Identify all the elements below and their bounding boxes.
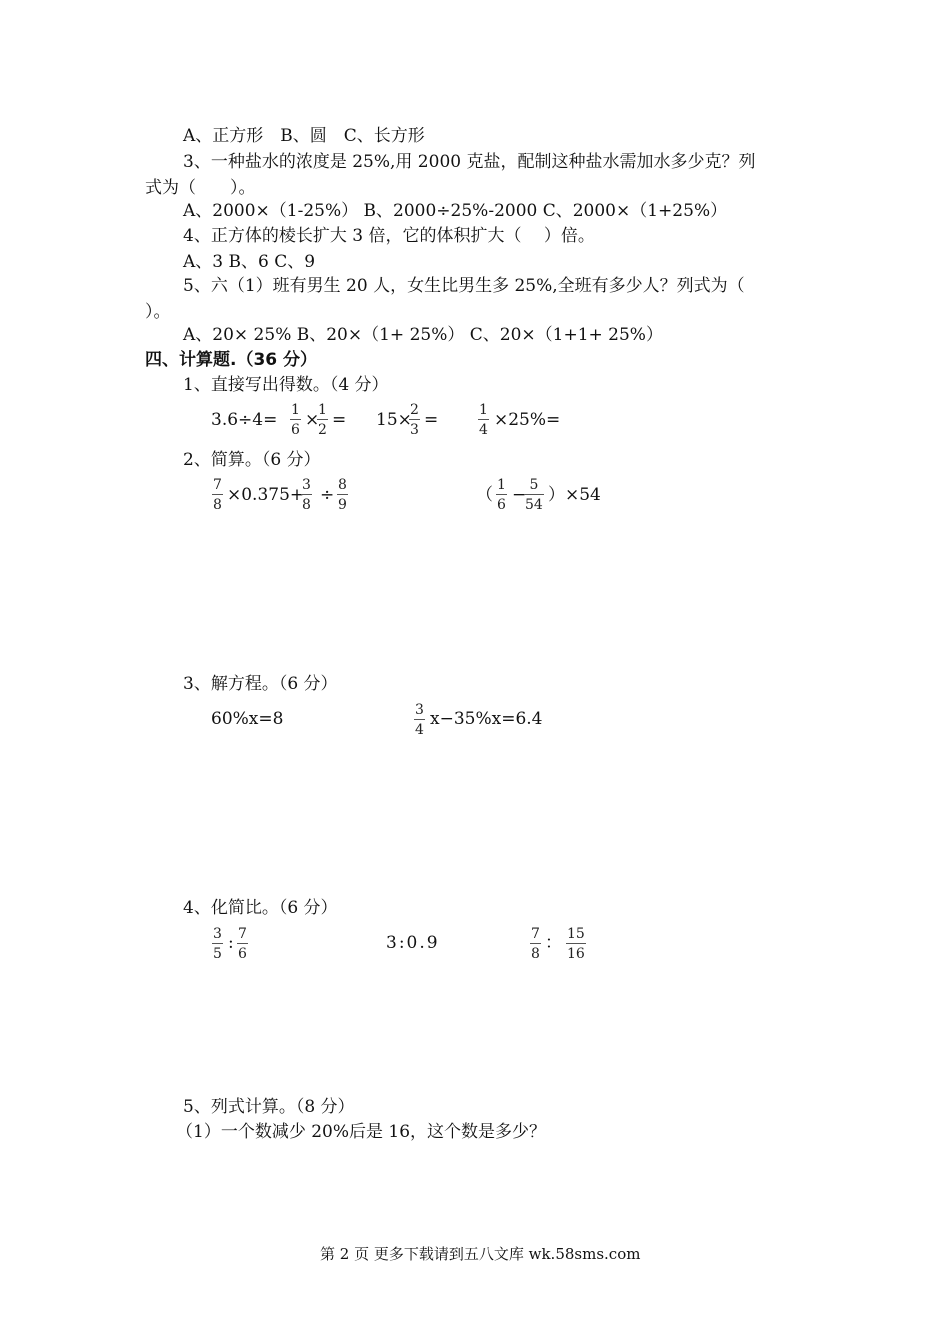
part3-title: 3、解方程。（6 分） (183, 674, 338, 694)
fraction: 15 16 (567, 926, 585, 962)
expr-3.6div4: 3.6÷4= (211, 410, 278, 430)
fraction: 1 6 (291, 402, 300, 438)
fraction: 3 5 (213, 926, 222, 962)
ratio-colon: : (228, 933, 234, 953)
fraction: 1 4 (479, 402, 488, 438)
fraction: 7 6 (238, 926, 247, 962)
equals-sign: = (424, 410, 439, 430)
section-heading: 四、计算题.（36 分） (145, 350, 318, 370)
q5-options: A、20× 25% B、20×（1+ 25%） C、20×（1+1+ 25%） (183, 325, 663, 345)
q2-options: A、正方形 B、圆 C、长方形 (183, 126, 425, 146)
fraction: 5 54 (525, 477, 543, 513)
fraction: 2 3 (410, 402, 419, 438)
q3-line-2: 式为（ ）。 (145, 178, 256, 198)
divide-sign: ÷ (320, 485, 335, 505)
ratio-3-0.9: 3:0.9 (386, 933, 440, 953)
minus-sign: − (512, 485, 527, 505)
expr-15-times: 15× (376, 410, 412, 430)
part4-title: 4、化简比。（6 分） (183, 898, 338, 918)
q5-line-2: ）。 (145, 302, 171, 322)
fraction: 3 8 (302, 477, 311, 513)
ratio-colon: ： (545, 933, 562, 953)
fraction: 8 9 (338, 477, 347, 513)
fraction: 7 8 (213, 477, 222, 513)
part5-question-1: （1）一个数减少 20%后是 16，这个数是多少？ (176, 1122, 547, 1142)
fraction: 1 2 (318, 402, 327, 438)
equation-x-minus-35pct: x−35%x=6.4 (430, 709, 543, 729)
expr-times-25pct: ×25%= (494, 410, 561, 430)
q3-line-1: 3、一种盐水的浓度是 25%,用 2000 克盐，配制这种盐水需加水多少克？列 (183, 152, 756, 172)
page-footer: 第 2 页 更多下载请到五八文库 wk.58sms.com (320, 1245, 641, 1263)
expr-times-0.375: ×0.375+ (227, 485, 305, 505)
fraction: 1 6 (497, 477, 506, 513)
equals-sign: = (332, 410, 347, 430)
part2-title: 2、简算。（6 分） (183, 450, 321, 470)
left-paren: （ (476, 485, 493, 505)
q5-line-1: 5、六（1）班有男生 20 人，女生比男生多 25%,全班有多少人？列式为（ (183, 276, 745, 296)
expr-times-54: ）×54 (548, 485, 601, 505)
times-sign: × (305, 410, 320, 430)
q4-line: 4、正方体的棱长扩大 3 倍，它的体积扩大（ ）倍。 (183, 226, 595, 246)
part5-title: 5、列式计算。（8 分） (183, 1097, 355, 1117)
fraction: 7 8 (531, 926, 540, 962)
q4-options: A、3 B、6 C、9 (183, 252, 316, 272)
equation-60pct-x: 60%x=8 (211, 709, 284, 729)
fraction: 3 4 (415, 702, 424, 738)
q3-options: A、2000×（1-25%） B、2000÷25%-2000 C、2000×（1+25%） (183, 201, 728, 221)
part1-title: 1、直接写出得数。（4 分） (183, 375, 389, 395)
